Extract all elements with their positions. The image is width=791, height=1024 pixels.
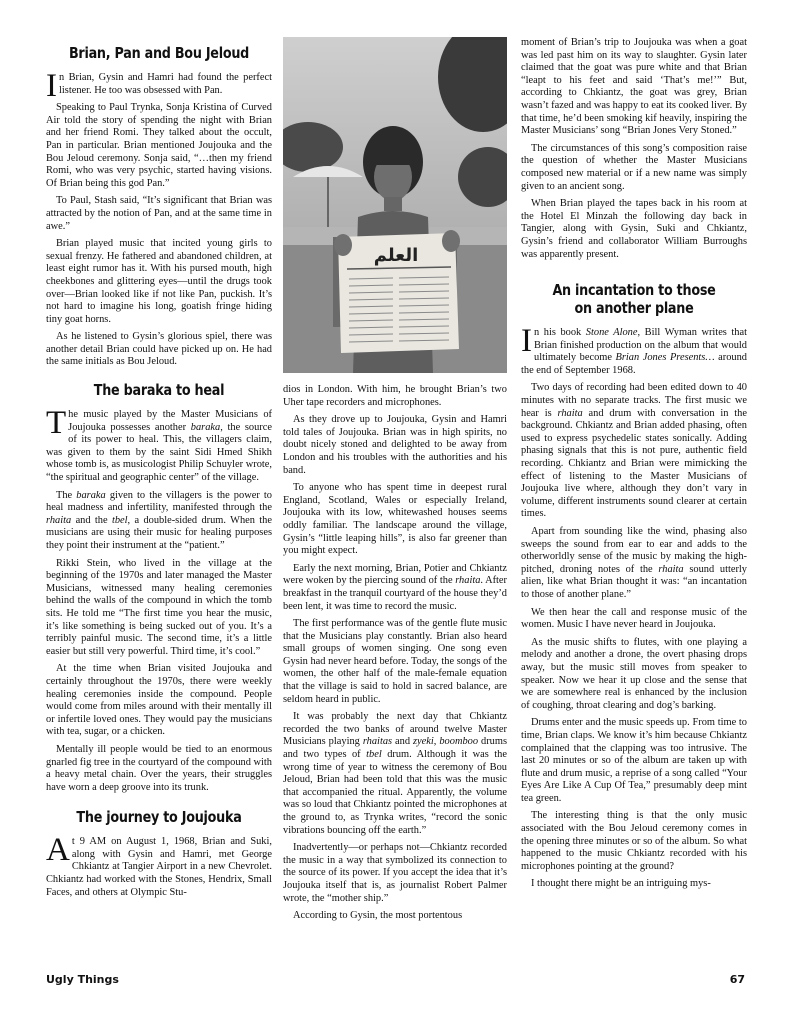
- paragraph: [46, 405, 272, 485]
- paragraph-text: and the: [71, 514, 112, 526]
- paragraph: We then hear the call and response music of the women. Music I have never heard in Joujouka.: [521, 606, 747, 631]
- heading-journey: The journey to Joujouka: [76, 808, 242, 827]
- paragraph-text: n his book: [534, 327, 586, 339]
- paragraph-text: he music played by the Master Musicians of Joujouka possesses another: [68, 409, 272, 433]
- paragraph: To anyone who has spent time in deepest rural England, Scotland, Wales or especially Ireland, Joujouka with its low, whitewashed houses seems oddly familiar. The landscape around the village, Gysin’s “little leaping hills”, is also far greener than you might expect.: [283, 482, 507, 557]
- photo-brian-jones-newspaper: [283, 37, 507, 373]
- paragraph-text: The: [56, 489, 77, 501]
- paragraph: Brian played music that incited young girls to sexual frenzy. He fathered and abandoned children, at least eight rumor has it. With his pursed mouth, high cheekbones and glittering eyes—until the drugs took over—Brian looked like if not like Pan, puckish. It’s not hard to imagine his long, goatish fringe hiding tiny goat horns.: [46, 238, 272, 325]
- paragraph-text: Early the next morning, Brian, Potier and Chkiantz were woken by the piercing sound of the: [283, 562, 507, 587]
- drop-cap: A: [46, 832, 70, 869]
- paragraph: Speaking to Paul Trynka, Sonja Kristina of Curved Air told the story of spending the night with Brian and her friend Romi. They talked about the occult, Pan in particular. Brian mentioned Joujouka and the Bou Jeloud ceremony. Sonja said, “…then my friend Romi, who was very psychic, started having visions. Of Brian being this god Pan.”: [46, 102, 272, 189]
- heading-incantation: [538, 281, 730, 317]
- paragraph: Inadvertently—or perhaps not—Chkiantz recorded the music in a way that symbolized its connection to the source of its power. If you accept the idea that it’s Joujouka itself that is, as journalist Robert Palmer wrote, the “mother ship.”: [283, 842, 507, 904]
- paragraph-text: ,: [433, 736, 440, 748]
- paragraph: According to Gysin, the most portentous: [293, 910, 463, 922]
- italic-term: rhaita: [46, 514, 72, 526]
- paragraph: [283, 711, 507, 837]
- paragraph-text: given to the villagers is the power to heal madness and infertility, manifested through the: [46, 489, 272, 514]
- paragraph: The circumstances of this song’s composition raise the question of whether the Master Musicians composed new material or if a new name was simply given to an ancient song.: [521, 142, 747, 192]
- paragraph: The interesting thing is that the only music associated with the Bou Jeloud ceremony comes in the opening three minutes or so of the album. So what happened to the music Chkiantz recorded with his microphones pointing at the ground?: [521, 810, 747, 872]
- paragraph: [521, 382, 747, 521]
- heading-brian-pan: Brian, Pan and Bou Jeloud: [68, 44, 250, 62]
- newspaper-headline: العلم: [373, 245, 419, 266]
- paragraph: As they drove up to Joujouka, Gysin and Hamri told tales of Joujouka. Brian was in high spirits, no doubt nicely stoned and delighted to be away from London and his troubles with the authorities and his band.: [283, 414, 507, 476]
- page-number: 67: [729, 973, 745, 986]
- italic-term: baraka: [190, 421, 221, 433]
- paragraph: [521, 526, 747, 602]
- paragraph: [46, 490, 272, 553]
- heading-line: An incantation to those: [552, 281, 716, 300]
- column-2: [283, 384, 507, 928]
- magazine-name-footer: Ugly Things: [46, 973, 119, 986]
- paragraph-text: t 9 AM on August 1, 1968, Brian and Suki, along with Gysin and Hamri, met George Chkiantz at Tangier Airport in a new Chevrolet. Chkiantz had worked with the Stones, Hendrix, Small Faces, and others at Olympic Stu-: [46, 836, 272, 898]
- paragraph-text: and: [392, 736, 414, 748]
- paragraph: As he listened to Gysin’s glorious spiel, there was another detail Brian could have picked up on. He had the same initials as Bou Jeloud.: [46, 331, 272, 368]
- paragraph: To Paul, Stash said, “It’s significant that Brian was attracted by the notion of Pan, and at the same time in awe.”: [46, 195, 272, 232]
- paragraph-text: , the source of its power to heal. This, the villagers claim, was given to them by the saint Sidi Hmed Shikh whose tomb is, as musicologist Philip Schuyler wrote, “the spiritual and geographic center” of the village.: [46, 421, 272, 484]
- italic-term: rhaita: [455, 575, 481, 587]
- italic-term: tbel: [111, 514, 128, 526]
- paragraph: Rikki Stein, who lived in the village at the beginning of the 1970s and later managed the Master Musicians, witnessed many healing ceremonies behind the walls of the compound in which the tomb sits. He told me “The first time you hear the music, it’s like something is being sucked out of you. It’s a terribly painful music. The second time, it’s a little easier but still very powerful. Third time, it’s cool.”: [46, 557, 272, 657]
- paragraph: dios in London. With him, he brought Brian’s two Uher tape recorders and microphones.: [283, 384, 507, 408]
- paragraph-text: Two days of recording had been edited down to 40 minutes with no separate tracks. The first music we hear is: [521, 382, 747, 419]
- italic-term: rhaita: [658, 563, 684, 575]
- heading-line: on another plane: [574, 299, 694, 318]
- paragraph: [283, 563, 507, 613]
- italic-term: Stone Alone: [585, 327, 638, 339]
- paragraph-text: drums and two types of: [283, 736, 507, 761]
- paragraph: [46, 832, 272, 899]
- paragraph: [46, 68, 272, 104]
- paragraph: The first performance was of the gentle flute music that the Musicians play constantly. Brian also heard small groups of women singing. One song even Gysin had never heard before. Today, the songs of the women, the other half of the male-female equation that the village is said to hold in sacred balance, are seldom heard in public.: [283, 618, 507, 705]
- paragraph: As the music shifts to flutes, with one playing a melody and another a drone, the overt phasing drops away, but the music still moves from speaker to speaker. Now we hear it up close and the sense that we are somewhere real is enhanced by the inclusion of coughing, throat clearing and dog’s barking.: [521, 636, 747, 711]
- paragraph: I thought there might be an intriguing mys-: [531, 878, 711, 890]
- column-3: [521, 37, 747, 896]
- paragraph: When Brian played the tapes back in his room at the Hotel El Minzah the following day back in Tangier, along with Gysin, Suki and Chkiantz, Gysin’s friend and collaborator William Burroughs was apparently present.: [521, 198, 747, 260]
- paragraph-text: and drum with conversation in the background. Chkiantz and Brian added phasing, often used to express psychedelic states sonically. Adding phasing signals that this is not pure, authentic field recording. Chkiantz and Brian were mimicking the effect of listening to the Master Musicians of Joujouka live where, although they don’t vary in volume, different instruments sound clearer at certain times.: [521, 407, 747, 520]
- italic-term: rhaita: [557, 407, 583, 419]
- italic-term: boomboo: [439, 736, 479, 748]
- drop-cap: I: [46, 68, 57, 104]
- italic-term: Brian Jones Presents…: [615, 352, 715, 364]
- photo-illustration: [283, 37, 507, 373]
- drop-cap: I: [521, 323, 532, 360]
- heading-baraka: The baraka to heal: [93, 381, 225, 400]
- paragraph: Mentally ill people would be tied to an enormous gnarled fig tree in the courtyard of the compound with a heavy metal chain. Over the years, their struggles have worn a deep groove into its trunk.: [46, 743, 272, 793]
- column-1: [46, 38, 272, 904]
- paragraph-text: It was probably the next day that Chkiantz recorded the two banks of around twelve Master Musicians playing: [283, 711, 507, 748]
- italic-term: tbel: [366, 749, 382, 761]
- paragraph-text: Apart from sounding like the wind, phasing also sweeps the sound from ear to ear and adds to the otherworldly sense of the music by making the high-pitched, droning notes of the: [521, 526, 747, 575]
- paragraph: moment of Brian’s trip to Joujouka was when a goat was led past him on its way to slaughter. Gysin later claimed that the goat was pure white and that Brian “leapt to his feet and said ‘That’s me!’” But, according to Chkiantz, the goat was grey, Brian wasn’t fazed and was happy to eat its cooked liver. By that time, he’d been smoking kif heavily, inspiring the Master Musicians’ song “Brian Jones Very Stoned.”: [521, 37, 747, 137]
- paragraph: [521, 323, 747, 377]
- paragraph-text: . After breakfast in the tranquil courtyard of the house they’d been lent, it was time to record the music.: [283, 575, 507, 612]
- italic-term: rhaitas: [362, 736, 393, 748]
- paragraph-text: around the end of September 1968.: [521, 352, 747, 376]
- italic-term: baraka: [76, 489, 106, 501]
- paragraph-text: n Brian, Gysin and Hamri had found the perfect listener. He too was obsessed with Pan.: [59, 72, 272, 96]
- paragraph: Drums enter and the music speeds up. From time to time, Brian claps. We know it’s him because Chkiantz complained that the clapping was too intrusive. The last 20 minutes or so of the album are taken up with flute and drum music, a reprise of a song called “Your Eyes Are Like A Cup Of Tea,” presumably deep mint tea green.: [521, 717, 747, 804]
- paragraph-text: , a double-sided drum. When the musicians are using their music for healing purposes they point their instrument at the “patient.”: [46, 514, 272, 551]
- paragraph: At the time when Brian visited Joujouka and certainly throughout the 1970s, there were weekly healing ceremonies inside the compound. People would come from miles around with their mentally ill or infertile loved ones. They would pay the musicians with tea, sugar, or a chicken.: [46, 663, 272, 738]
- drop-cap: T: [46, 405, 67, 442]
- paragraph-text: sound utterly alien, like what Brian thought it was: “an incantation to those of another plane.”: [521, 563, 747, 600]
- paragraph-text: , Bill Wyman writes that Brian finished production on the album that would ultimately become: [534, 327, 747, 364]
- italic-term: zyeki: [413, 736, 434, 748]
- paragraph-text: drum. Although it was the wrong time of year to witness the ceremony of Bou Jeloud, Brian had been told that this was the music that accompanied the ritual. Apparently, the volume was so loud that Chkiantz pointed the microphones at the ground to, as Trynka writes, “record the sonic vibrations bouncing off the earth.”: [283, 749, 507, 836]
